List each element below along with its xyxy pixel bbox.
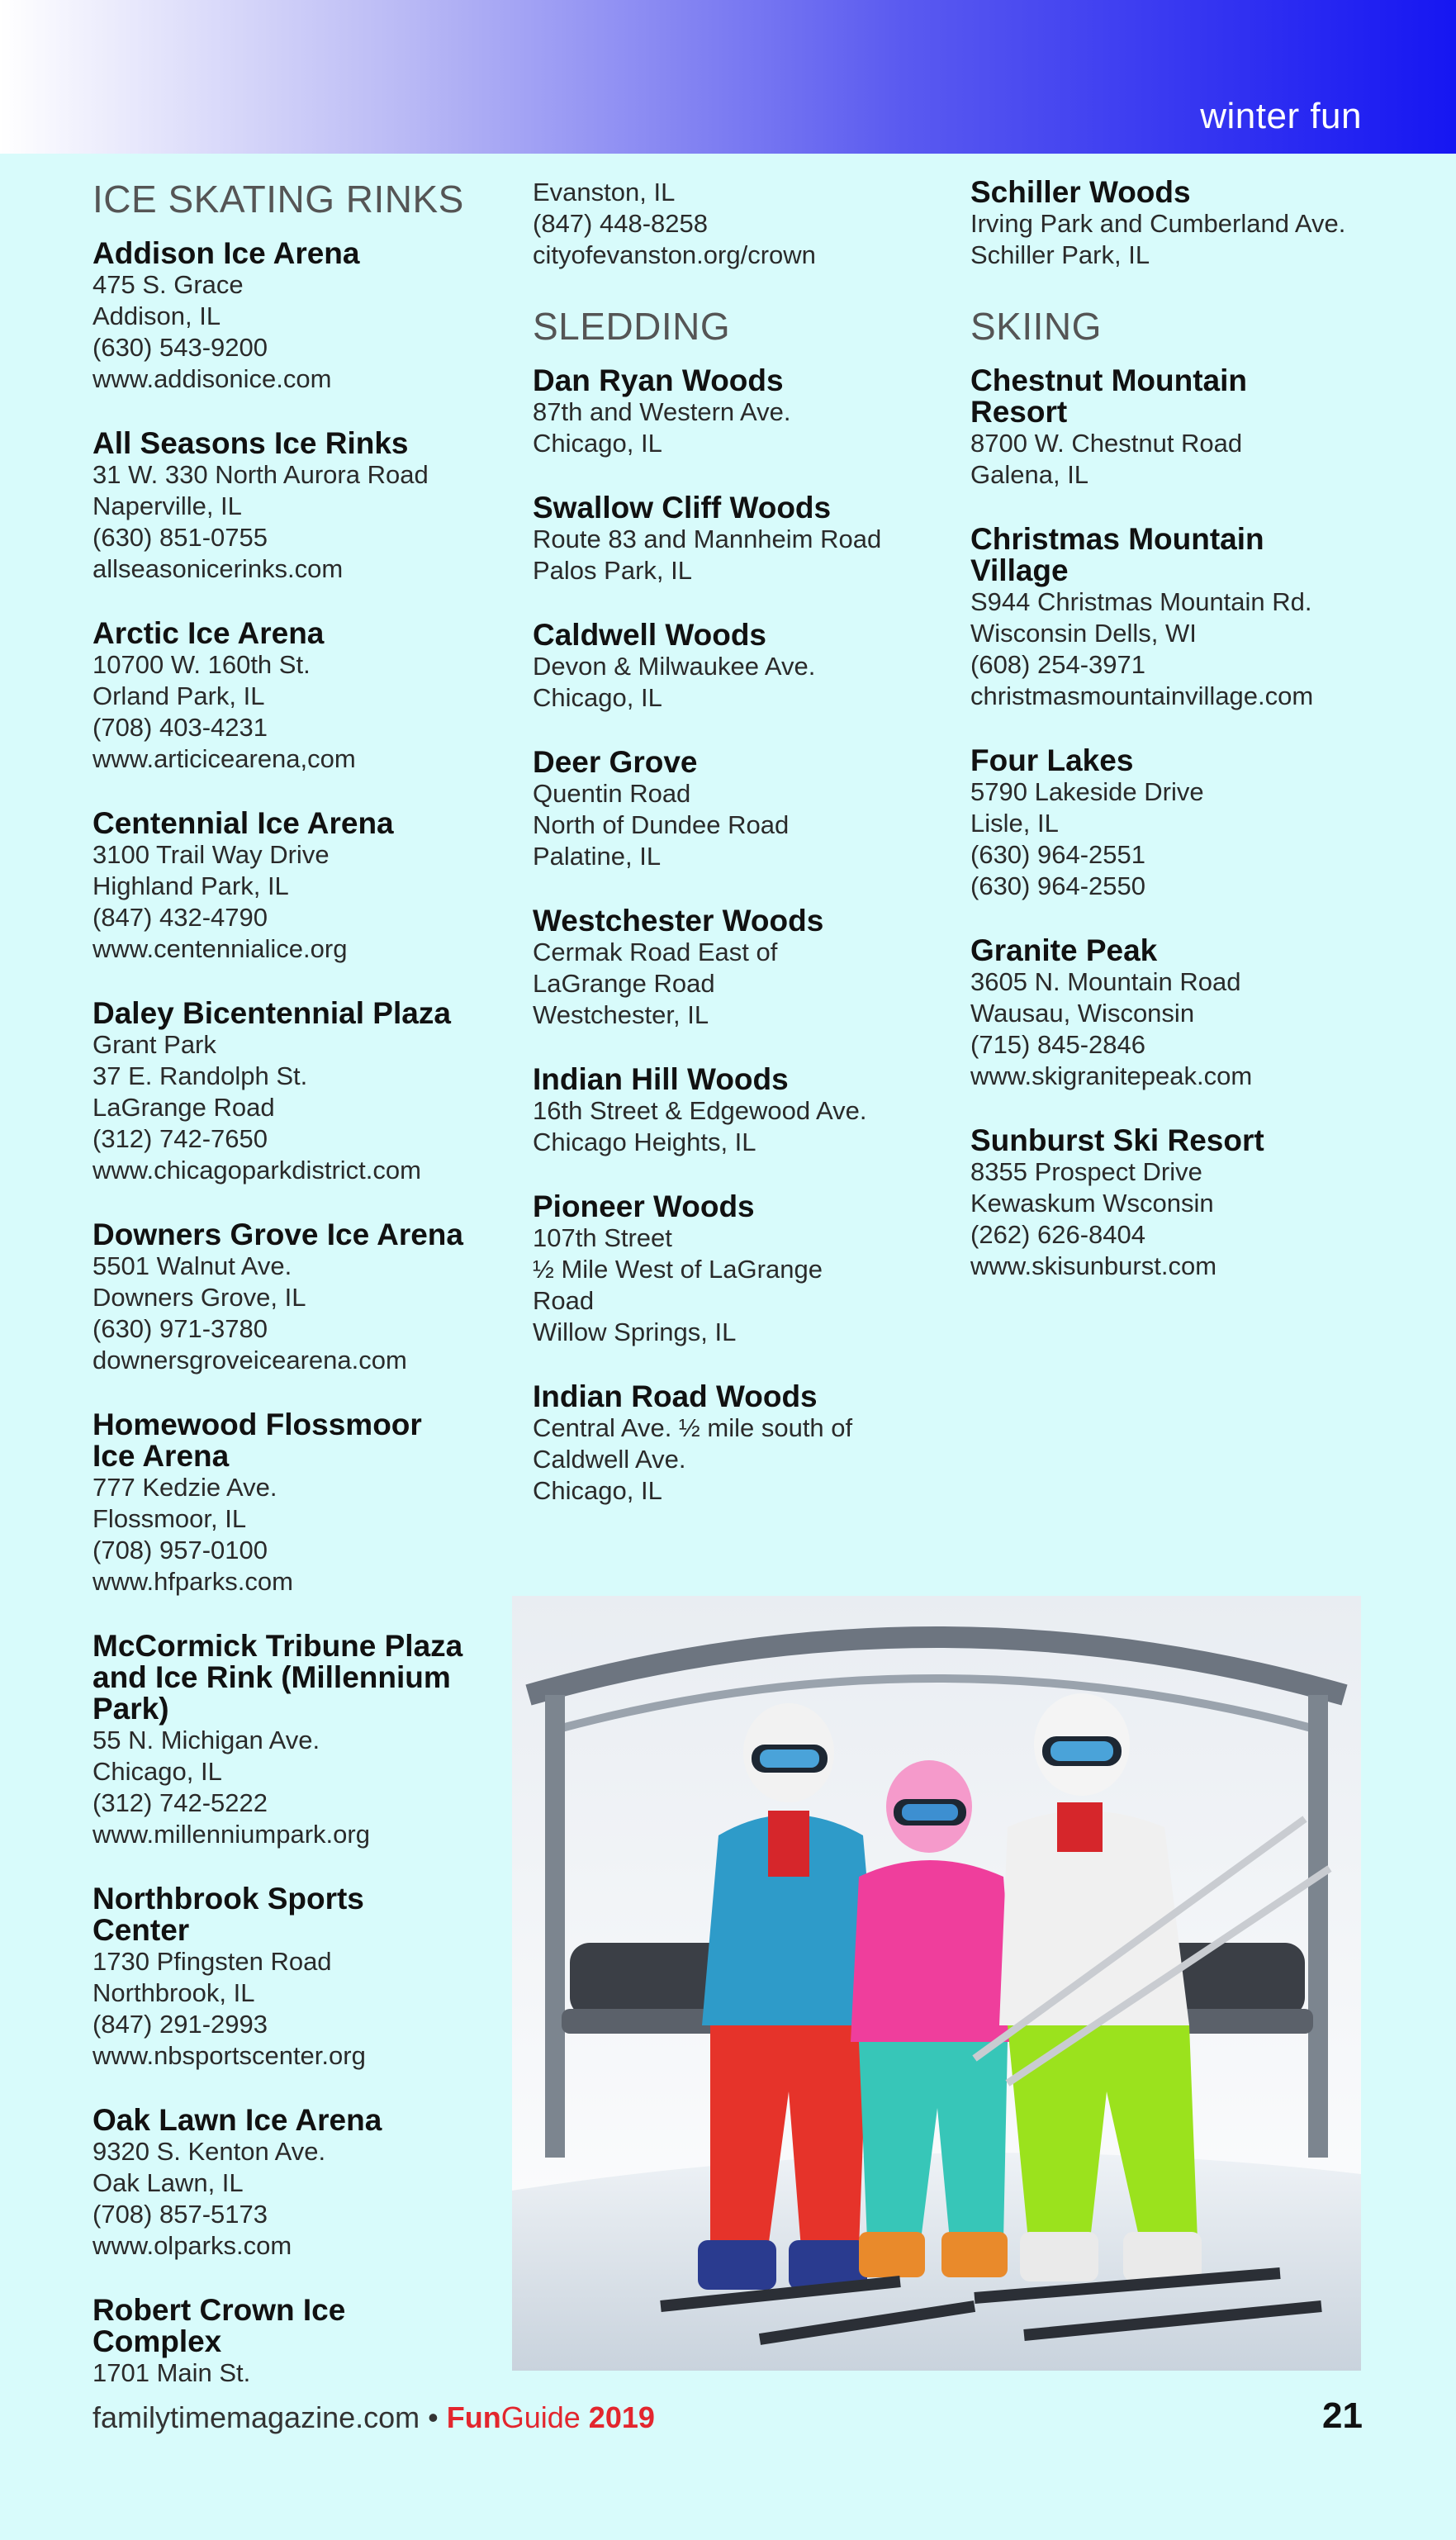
listing-entry: [92, 1883, 505, 2072]
page-number: 21: [1322, 2395, 1363, 2436]
listing-entry: [92, 998, 505, 1186]
footer: [92, 2395, 1363, 2450]
ice-skating-list: [92, 238, 505, 2389]
listing-name: Four Lakes: [970, 743, 1134, 777]
listing-entry: [533, 747, 946, 872]
listing-detail: Lisle, IL: [970, 809, 1059, 838]
listing-detail: www.articicearena,com: [92, 744, 356, 773]
listing-detail: Road: [533, 1286, 595, 1315]
listing-detail: 107th Street: [533, 1223, 672, 1252]
listing-detail: (630) 964-2550: [970, 871, 1145, 900]
listing-detail: Naperville, IL: [92, 491, 242, 520]
listing-name: Complex: [92, 2324, 222, 2358]
listing-detail: Schiller Park, IL: [970, 240, 1150, 269]
listing-detail: Galena, IL: [970, 460, 1089, 489]
section-tag: winter fun: [1200, 96, 1362, 136]
listing-name: Park): [92, 1692, 169, 1726]
listing-detail: Wisconsin Dells, WI: [970, 619, 1197, 648]
listing-name: Caldwell Woods: [533, 618, 767, 652]
listing-detail: 3100 Trail Way Drive: [92, 840, 330, 869]
listing-name: Swallow Cliff Woods: [533, 491, 832, 525]
listing-detail: Evanston, IL: [533, 178, 676, 207]
listing-detail: www.addisonice.com: [92, 364, 332, 393]
listing-detail: allseasonicerinks.com: [92, 554, 344, 583]
listing-name: Indian Hill Woods: [533, 1062, 789, 1096]
listing-detail: (715) 845-2846: [970, 1030, 1145, 1059]
listing-entry: [92, 428, 505, 585]
listing-detail: 5501 Walnut Ave.: [92, 1251, 292, 1280]
listing-detail: 1730 Pfingsten Road: [92, 1947, 332, 1976]
listing-entry: [970, 1125, 1416, 1282]
sledding-list: [533, 365, 946, 1507]
listing-name: Indian Road Woods: [533, 1379, 818, 1413]
listing-detail: Central Ave. ½ mile south of: [533, 1413, 853, 1442]
listing-detail: www.skigranitepeak.com: [970, 1061, 1253, 1090]
listing-detail: Flossmoor, IL: [92, 1504, 247, 1533]
ice-skating-continued: [533, 177, 946, 271]
listing-detail: LaGrange Road: [92, 1093, 275, 1122]
listing-name: Homewood Flossmoor: [92, 1408, 422, 1441]
listing-detail: Addison, IL: [92, 301, 221, 330]
listing-detail: (630) 964-2551: [970, 840, 1145, 869]
listing-detail: Downers Grove, IL: [92, 1283, 306, 1312]
section-heading-ice-skating: ICE SKATING RINKS: [92, 178, 464, 221]
sledding-list-continued: [970, 177, 1416, 271]
footer-guide: Guide: [500, 2400, 581, 2434]
listing-detail: Irving Park and Cumberland Ave.: [970, 209, 1346, 238]
listing-detail: Chicago, IL: [533, 1476, 662, 1505]
listing-name: and Ice Rink (Millennium: [92, 1660, 451, 1694]
listing-detail: Chicago Heights, IL: [533, 1128, 756, 1156]
listing-detail: 5790 Lakeside Drive: [970, 777, 1204, 806]
listing-name: Oak Lawn Ice Arena: [92, 2103, 382, 2137]
listing-entry: [970, 524, 1416, 712]
listing-detail: 3605 N. Mountain Road: [970, 967, 1241, 996]
section-heading-skiing: SKIING: [970, 305, 1102, 348]
listing-entry: [92, 618, 505, 775]
listing-detail: North of Dundee Road: [533, 810, 790, 839]
listing-detail: Palatine, IL: [533, 842, 662, 871]
listing-detail: Willow Springs, IL: [533, 1317, 737, 1346]
listing-detail: Cermak Road East of: [533, 938, 778, 966]
listing-detail: (708) 957-0100: [92, 1536, 268, 1564]
listing-detail: www.chicagoparkdistrict.com: [92, 1156, 421, 1185]
listing-name: Resort: [970, 395, 1068, 429]
listing-detail: ½ Mile West of LaGrange: [533, 1255, 823, 1284]
listing-detail: 8700 W. Chestnut Road: [970, 429, 1243, 458]
listing-name: Daley Bicentennial Plaza: [92, 996, 451, 1030]
listing-detail: 55 N. Michigan Ave.: [92, 1726, 320, 1754]
skiing-list: [970, 365, 1416, 1282]
footer-year: 2019: [580, 2400, 655, 2434]
listing-detail: (847) 291-2993: [92, 2010, 268, 2039]
listing-entry: [970, 365, 1416, 491]
listing-name: Schiller Woods: [970, 175, 1191, 209]
listing-detail: 10700 W. 160th St.: [92, 650, 311, 679]
listing-entry: [92, 1409, 505, 1598]
footer-site: familytimemagazine.com •: [92, 2400, 447, 2434]
listing-entry: [533, 492, 946, 586]
listing-detail: (630) 543-9200: [92, 333, 268, 362]
listing-detail: S944 Christmas Mountain Rd.: [970, 587, 1312, 616]
listing-entry: [970, 177, 1416, 271]
listing-detail: cityofevanston.org/crown: [533, 240, 816, 269]
listing-detail: Oak Lawn, IL: [92, 2168, 244, 2197]
listing-name: McCormick Tribune Plaza: [92, 1629, 463, 1663]
listing-name: Dan Ryan Woods: [533, 363, 784, 397]
listing-entry: [92, 1631, 505, 1850]
listing-detail: www.hfparks.com: [92, 1567, 293, 1596]
listing-name: Downers Grove Ice Arena: [92, 1218, 463, 1251]
listing-detail: 9320 S. Kenton Ave.: [92, 2137, 326, 2166]
listing-detail: (312) 742-5222: [92, 1788, 268, 1817]
listing-detail: Orland Park, IL: [92, 681, 265, 710]
column-ice-skating: [92, 177, 505, 2389]
listing-name: Robert Crown Ice: [92, 2293, 346, 2327]
listing-detail: Northbrook, IL: [92, 1978, 255, 2007]
listing-detail: Westchester, IL: [533, 1000, 709, 1029]
listing-name: Westchester Woods: [533, 904, 824, 938]
listing-name: Addison Ice Arena: [92, 236, 360, 270]
listing-detail: 37 E. Randolph St.: [92, 1061, 308, 1090]
listing-name: Northbrook Sports: [92, 1882, 364, 1916]
listing-detail: 1701 Main St.: [92, 2358, 251, 2387]
listing-detail: Highland Park, IL: [92, 871, 289, 900]
listing-detail: (312) 742-7650: [92, 1124, 268, 1153]
listing-detail: Route 83 and Mannheim Road: [533, 525, 882, 553]
listing-detail: 475 S. Grace: [92, 270, 244, 299]
listing-name: Christmas Mountain: [970, 522, 1264, 556]
listing-detail: Quentin Road: [533, 779, 691, 808]
section-heading-sledding: SLEDDING: [533, 305, 731, 348]
listing-entry: [533, 1064, 946, 1158]
listing-detail: Wausau, Wisconsin: [970, 999, 1195, 1028]
listing-name: Chestnut Mountain: [970, 363, 1248, 397]
listing-detail: (630) 851-0755: [92, 523, 268, 552]
listing-name: Arctic Ice Arena: [92, 616, 325, 650]
listing-detail: 777 Kedzie Ave.: [92, 1473, 277, 1502]
listing-detail: Grant Park: [92, 1030, 216, 1059]
listing-entry: [533, 620, 946, 714]
listing-detail: www.skisunburst.com: [970, 1251, 1217, 1280]
listing-name: Deer Grove: [533, 745, 698, 779]
listing-detail: www.nbsportscenter.org: [92, 2041, 366, 2070]
listing-detail: Palos Park, IL: [533, 556, 692, 585]
listing-entry: [92, 2295, 505, 2389]
listing-detail: www.centennialice.org: [92, 934, 348, 963]
listing-name: Sunburst Ski Resort: [970, 1123, 1264, 1157]
listing-entry: [533, 1381, 946, 1507]
listing-detail: (262) 626-8404: [970, 1220, 1145, 1249]
listing-detail: Kewaskum Wsconsin: [970, 1189, 1214, 1218]
listing-name: Pioneer Woods: [533, 1189, 755, 1223]
listing-detail: Chicago, IL: [533, 683, 662, 712]
listing-detail: 31 W. 330 North Aurora Road: [92, 460, 429, 489]
ski-lift-illustration: [512, 1596, 1361, 2371]
listing-detail: Devon & Milwaukee Ave.: [533, 652, 816, 681]
listing-detail: www.olparks.com: [92, 2231, 292, 2260]
column-skiing: [970, 177, 1416, 1315]
listing-detail: christmasmountainvillage.com: [970, 681, 1314, 710]
listing-name: All Seasons Ice Rinks: [92, 426, 409, 460]
column-sledding: [533, 177, 946, 1540]
listing-detail: (847) 448-8258: [533, 209, 708, 238]
listing-entry: [533, 905, 946, 1031]
listing-entry: [533, 1191, 946, 1348]
listing-name: Village: [970, 553, 1069, 587]
listing-detail: 16th Street & Edgewood Ave.: [533, 1096, 867, 1125]
listing-detail: Chicago, IL: [92, 1757, 222, 1786]
listing-detail: www.millenniumpark.org: [92, 1820, 370, 1849]
listing-detail: downersgroveicearena.com: [92, 1346, 407, 1374]
listing-entry: [92, 1219, 505, 1376]
listing-detail: Chicago, IL: [533, 429, 662, 458]
listing-detail: (630) 971-3780: [92, 1314, 268, 1343]
listing-entry: [92, 2105, 505, 2262]
footer-fun: Fun: [446, 2400, 501, 2434]
listing-detail: (708) 857-5173: [92, 2200, 268, 2229]
listing-entry: [533, 365, 946, 459]
listing-name: Center: [92, 1913, 190, 1947]
listing-detail: (847) 432-4790: [92, 903, 268, 932]
listing-detail: 87th and Western Ave.: [533, 397, 791, 426]
listing-detail: (708) 403-4231: [92, 713, 268, 742]
footer-credit: [92, 2400, 655, 2435]
listing-entry: [970, 935, 1416, 1092]
listing-detail: (608) 254-3971: [970, 650, 1145, 679]
listing-detail: 8355 Prospect Drive: [970, 1157, 1202, 1186]
listing-entry: [92, 808, 505, 965]
listing-entry: [92, 238, 505, 395]
listing-name: Ice Arena: [92, 1439, 230, 1473]
listing-detail: Caldwell Ave.: [533, 1445, 686, 1474]
listing-entry: [970, 745, 1416, 902]
listing-name: Granite Peak: [970, 933, 1158, 967]
listing-detail: LaGrange Road: [533, 969, 715, 998]
listing-name: Centennial Ice Arena: [92, 806, 394, 840]
ski-lift-photo: [512, 1596, 1361, 2371]
